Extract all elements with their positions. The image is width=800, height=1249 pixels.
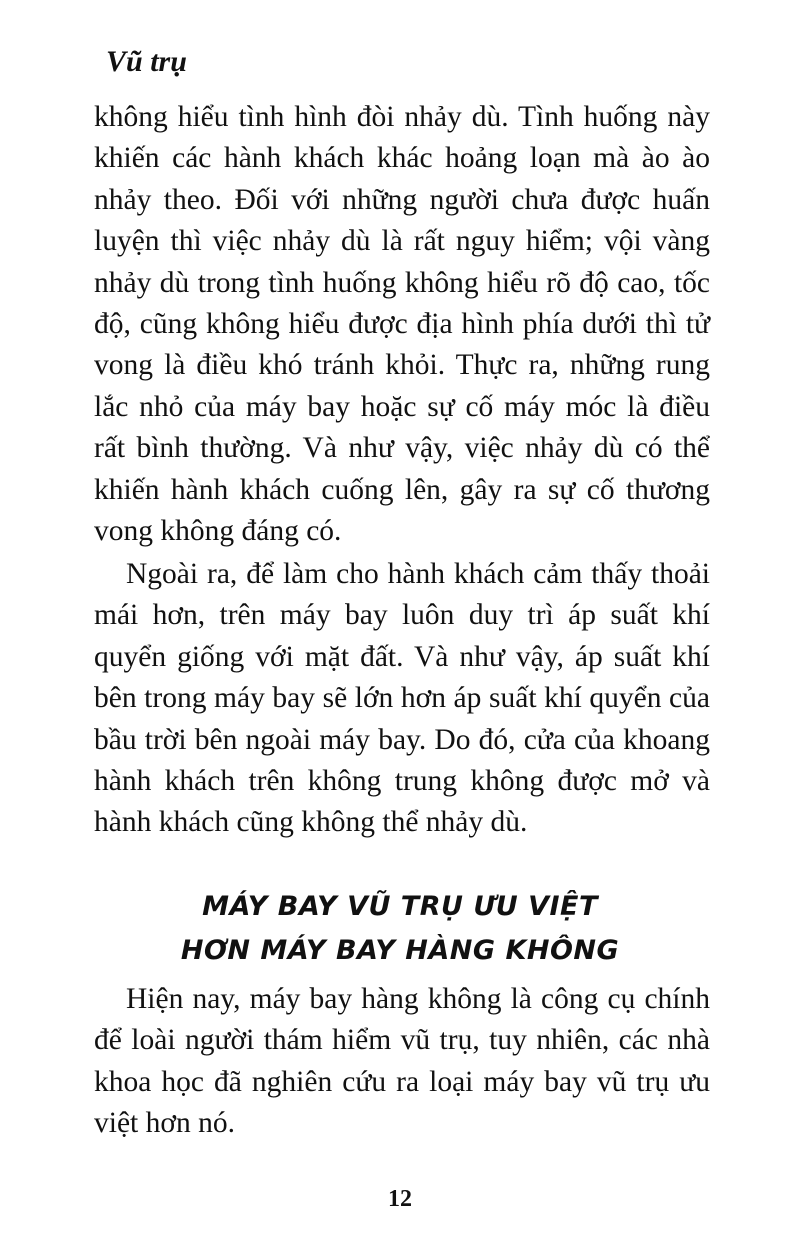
body-paragraph-1: không hiểu tình hình đòi nhảy dù. Tình huống này khiến các hành khách khác hoảng loạn mà ào ào nhảy theo. Đối với những người chưa được huấn luyện thì việc nhảy dù là rất nguy hiểm; vội vàng nhảy dù trong tình huống không hiểu rõ độ cao, tốc độ, cũng không hiểu được địa hình phía dưới thì tử vong là điều khó tránh khỏi. Thực ra, những rung lắc nhỏ của máy bay hoặc sự cố máy móc là điều rất bình thường. Và như vậy, việc nhảy dù có thể khiến hành khách cuống lên, gây ra sự cố thương vong không đáng có. xyxy=(94,101,710,548)
body-paragraph-3: Hiện nay, máy bay hàng không là công cụ chính để loài người thám hiểm vũ trụ, tuy nhiên, các nhà khoa học đã nghiên cứu ra loại máy bay vũ trụ ưu việt hơn nó. xyxy=(94,983,710,1140)
section-heading-line-1: MÁY BAY VŨ TRỤ ƯU VIỆT xyxy=(202,891,598,922)
section-heading-line-2: HƠN MÁY BAY HÀNG KHÔNG xyxy=(180,935,620,966)
running-header: Vũ trụ xyxy=(106,45,187,78)
page-number: 12 xyxy=(388,1186,412,1212)
body-paragraph-2: Ngoài ra, để làm cho hành khách cảm thấy thoải mái hơn, trên máy bay luôn duy trì áp suất khí quyển giống với mặt đất. Và như vậy, áp suất khí bên trong máy bay sẽ lớn hơn áp suất khí quyển của bầu trời bên ngoài máy bay. Do đó, cửa của khoang hành khách trên không trung không được mở và hành khách cũng không thể nhảy dù. xyxy=(94,558,710,839)
section-heading xyxy=(80,885,720,973)
